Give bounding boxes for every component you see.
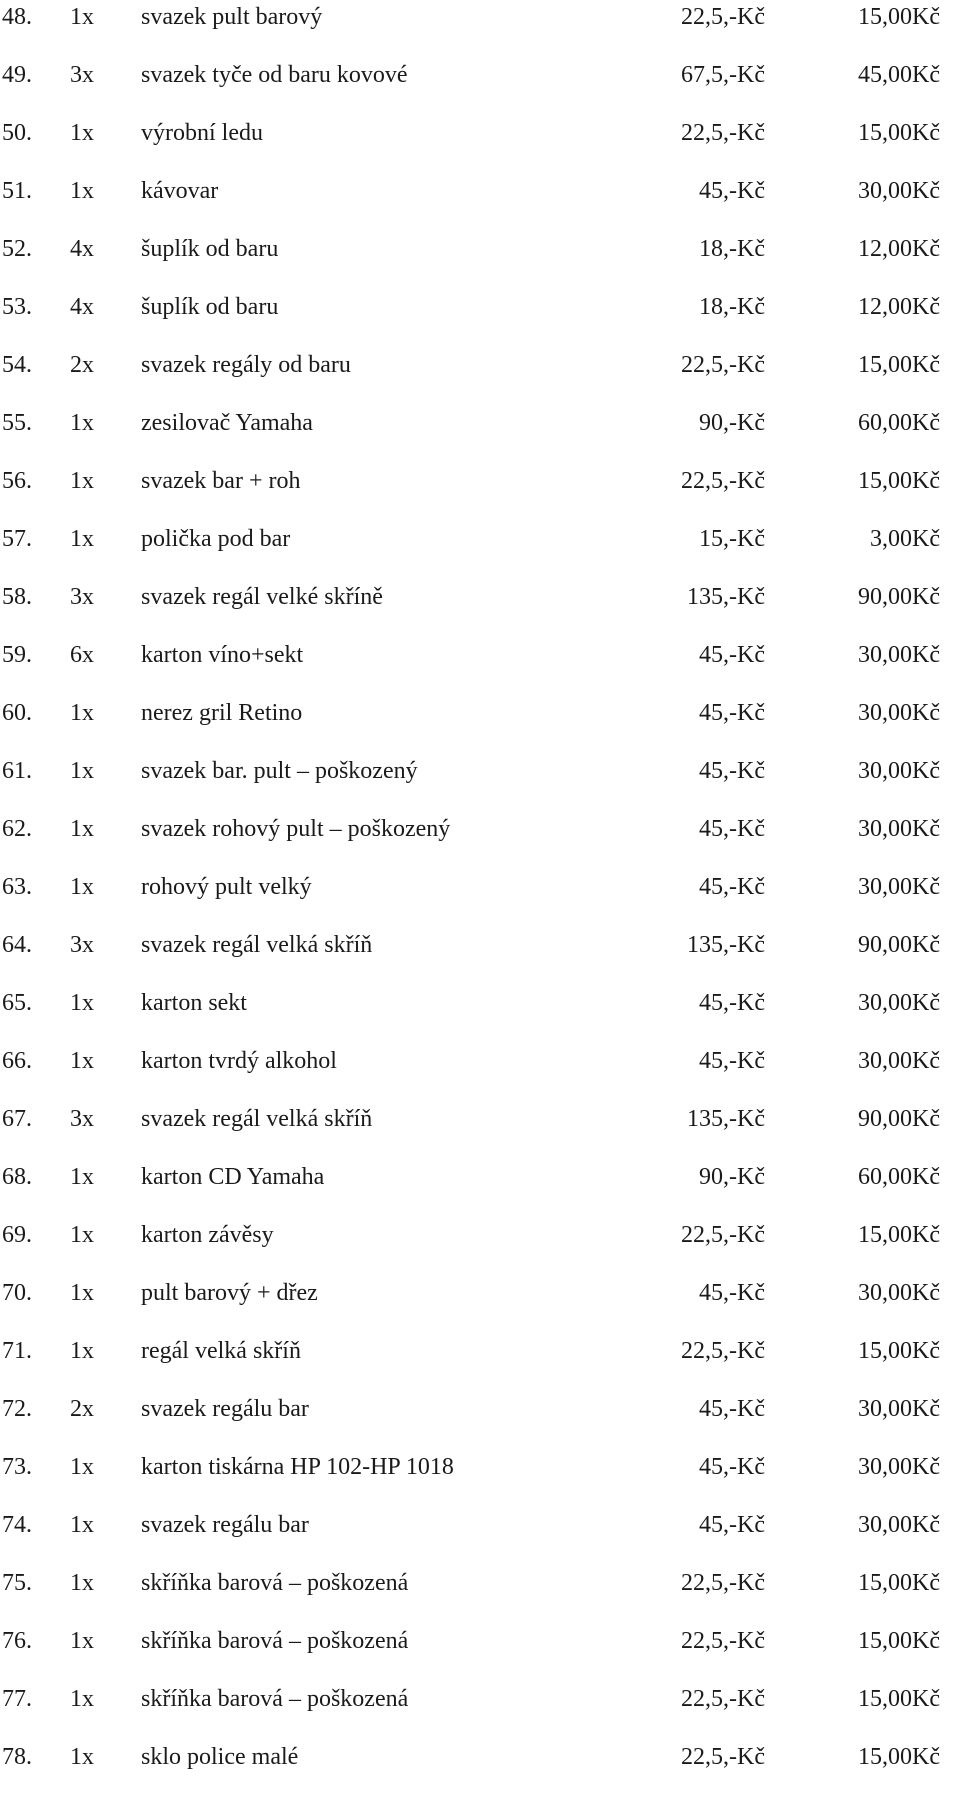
item-value: 30,00Kč xyxy=(858,1048,940,1074)
item-number: 76. xyxy=(2,1628,32,1654)
item-price: 22,5,-Kč xyxy=(681,4,765,30)
item-value: 15,00Kč xyxy=(858,4,940,30)
item-price: 45,-Kč xyxy=(699,178,765,204)
item-description: pult barový + dřez xyxy=(141,1280,318,1306)
item-quantity: 1x xyxy=(70,874,94,900)
list-item xyxy=(0,220,960,278)
list-item xyxy=(0,0,960,46)
item-price: 15,-Kč xyxy=(699,526,765,552)
item-number: 63. xyxy=(2,874,32,900)
item-price: 18,-Kč xyxy=(699,294,765,320)
item-value: 30,00Kč xyxy=(858,1280,940,1306)
list-item xyxy=(0,568,960,626)
item-number: 64. xyxy=(2,932,32,958)
item-price: 45,-Kč xyxy=(699,758,765,784)
item-number: 73. xyxy=(2,1454,32,1480)
item-quantity: 1x xyxy=(70,990,94,1016)
item-quantity: 1x xyxy=(70,1338,94,1364)
item-value: 3,00Kč xyxy=(870,526,940,552)
item-number: 69. xyxy=(2,1222,32,1248)
item-number: 67. xyxy=(2,1106,32,1132)
list-item xyxy=(0,510,960,568)
item-value: 15,00Kč xyxy=(858,352,940,378)
item-description: regál velká skříň xyxy=(141,1338,301,1364)
list-item xyxy=(0,1670,960,1728)
item-description: šuplík od baru xyxy=(141,294,279,320)
item-price: 22,5,-Kč xyxy=(681,120,765,146)
list-item xyxy=(0,858,960,916)
item-number: 57. xyxy=(2,526,32,552)
item-value: 30,00Kč xyxy=(858,1454,940,1480)
item-quantity: 1x xyxy=(70,1628,94,1654)
item-price: 22,5,-Kč xyxy=(681,468,765,494)
item-quantity: 3x xyxy=(70,932,94,958)
item-price: 22,5,-Kč xyxy=(681,1338,765,1364)
item-description: výrobní ledu xyxy=(141,120,263,146)
list-item xyxy=(0,1032,960,1090)
item-value: 60,00Kč xyxy=(858,1164,940,1190)
item-value: 15,00Kč xyxy=(858,1222,940,1248)
item-value: 15,00Kč xyxy=(858,1570,940,1596)
item-value: 30,00Kč xyxy=(858,990,940,1016)
item-number: 71. xyxy=(2,1338,32,1364)
list-item xyxy=(0,452,960,510)
item-quantity: 1x xyxy=(70,1280,94,1306)
item-value: 90,00Kč xyxy=(858,1106,940,1132)
item-quantity: 1x xyxy=(70,178,94,204)
item-price: 45,-Kč xyxy=(699,874,765,900)
item-description: skříňka barová – poškozená xyxy=(141,1686,409,1712)
item-quantity: 4x xyxy=(70,236,94,262)
list-item xyxy=(0,626,960,684)
item-description: šuplík od baru xyxy=(141,236,279,262)
item-number: 58. xyxy=(2,584,32,610)
list-item xyxy=(0,1264,960,1322)
item-quantity: 1x xyxy=(70,758,94,784)
item-number: 49. xyxy=(2,62,32,88)
item-description: kávovar xyxy=(141,178,219,204)
list-item xyxy=(0,46,960,104)
item-value: 30,00Kč xyxy=(858,1512,940,1538)
item-description: nerez gril Retino xyxy=(141,700,303,726)
item-value: 30,00Kč xyxy=(858,700,940,726)
item-number: 75. xyxy=(2,1570,32,1596)
item-number: 70. xyxy=(2,1280,32,1306)
item-number: 62. xyxy=(2,816,32,842)
item-quantity: 2x xyxy=(70,1396,94,1422)
item-value: 12,00Kč xyxy=(858,236,940,262)
item-quantity: 1x xyxy=(70,526,94,552)
item-number: 56. xyxy=(2,468,32,494)
item-price: 45,-Kč xyxy=(699,990,765,1016)
item-quantity: 1x xyxy=(70,468,94,494)
item-value: 90,00Kč xyxy=(858,584,940,610)
item-value: 15,00Kč xyxy=(858,1744,940,1770)
item-description: svazek regálu bar xyxy=(141,1512,309,1538)
item-quantity: 1x xyxy=(70,816,94,842)
item-price: 45,-Kč xyxy=(699,816,765,842)
item-quantity: 6x xyxy=(70,642,94,668)
item-price: 45,-Kč xyxy=(699,1512,765,1538)
item-number: 78. xyxy=(2,1744,32,1770)
item-quantity: 1x xyxy=(70,1744,94,1770)
item-price: 135,-Kč xyxy=(687,1106,765,1132)
item-quantity: 2x xyxy=(70,352,94,378)
item-description: zesilovač Yamaha xyxy=(141,410,313,436)
item-value: 30,00Kč xyxy=(858,1396,940,1422)
item-value: 15,00Kč xyxy=(858,1686,940,1712)
item-price: 45,-Kč xyxy=(699,1454,765,1480)
item-number: 55. xyxy=(2,410,32,436)
item-value: 30,00Kč xyxy=(858,642,940,668)
item-description: karton tiskárna HP 102-HP 1018 xyxy=(141,1454,454,1480)
item-description: karton sekt xyxy=(141,990,247,1016)
item-description: svazek regálu bar xyxy=(141,1396,309,1422)
item-quantity: 1x xyxy=(70,1454,94,1480)
item-quantity: 1x xyxy=(70,1686,94,1712)
item-quantity: 1x xyxy=(70,410,94,436)
list-item xyxy=(0,336,960,394)
item-number: 72. xyxy=(2,1396,32,1422)
list-item xyxy=(0,1322,960,1380)
item-value: 15,00Kč xyxy=(858,1628,940,1654)
list-item xyxy=(0,394,960,452)
item-description: polička pod bar xyxy=(141,526,291,552)
list-item xyxy=(0,800,960,858)
list-item xyxy=(0,104,960,162)
list-item xyxy=(0,1554,960,1612)
item-description: svazek regál velká skříň xyxy=(141,1106,373,1132)
item-quantity: 3x xyxy=(70,62,94,88)
item-quantity: 1x xyxy=(70,700,94,726)
list-item xyxy=(0,162,960,220)
item-description: karton závěsy xyxy=(141,1222,274,1248)
item-description: svazek bar + roh xyxy=(141,468,301,494)
item-price: 67,5,-Kč xyxy=(681,62,765,88)
item-price: 22,5,-Kč xyxy=(681,1744,765,1770)
item-price: 45,-Kč xyxy=(699,1396,765,1422)
item-value: 12,00Kč xyxy=(858,294,940,320)
list-item xyxy=(0,1612,960,1670)
item-number: 60. xyxy=(2,700,32,726)
item-number: 77. xyxy=(2,1686,32,1712)
item-price: 45,-Kč xyxy=(699,1280,765,1306)
item-description: svazek bar. pult – poškozený xyxy=(141,758,418,784)
item-value: 30,00Kč xyxy=(858,816,940,842)
item-value: 45,00Kč xyxy=(858,62,940,88)
item-price: 135,-Kč xyxy=(687,584,765,610)
item-number: 54. xyxy=(2,352,32,378)
item-description: rohový pult velký xyxy=(141,874,312,900)
item-price: 45,-Kč xyxy=(699,642,765,668)
item-number: 51. xyxy=(2,178,32,204)
item-description: svazek tyče od baru kovové xyxy=(141,62,408,88)
item-value: 30,00Kč xyxy=(858,178,940,204)
item-description: sklo police malé xyxy=(141,1744,299,1770)
list-item xyxy=(0,684,960,742)
list-item xyxy=(0,974,960,1032)
item-description: karton tvrdý alkohol xyxy=(141,1048,337,1074)
item-description: skříňka barová – poškozená xyxy=(141,1628,409,1654)
item-number: 50. xyxy=(2,120,32,146)
item-value: 15,00Kč xyxy=(858,1338,940,1364)
item-quantity: 3x xyxy=(70,1106,94,1132)
item-description: karton CD Yamaha xyxy=(141,1164,325,1190)
item-value: 30,00Kč xyxy=(858,874,940,900)
list-item xyxy=(0,1438,960,1496)
item-price: 90,-Kč xyxy=(699,410,765,436)
item-value: 60,00Kč xyxy=(858,410,940,436)
item-quantity: 3x xyxy=(70,584,94,610)
item-number: 68. xyxy=(2,1164,32,1190)
item-price: 22,5,-Kč xyxy=(681,1222,765,1248)
item-number: 52. xyxy=(2,236,32,262)
item-quantity: 1x xyxy=(70,4,94,30)
list-item xyxy=(0,742,960,800)
list-item xyxy=(0,1496,960,1554)
item-price: 135,-Kč xyxy=(687,932,765,958)
item-price: 22,5,-Kč xyxy=(681,1628,765,1654)
item-quantity: 1x xyxy=(70,1512,94,1538)
item-price: 45,-Kč xyxy=(699,1048,765,1074)
item-description: svazek rohový pult – poškozený xyxy=(141,816,451,842)
item-number: 59. xyxy=(2,642,32,668)
item-price: 90,-Kč xyxy=(699,1164,765,1190)
item-quantity: 1x xyxy=(70,1164,94,1190)
list-item xyxy=(0,1206,960,1264)
list-item xyxy=(0,1148,960,1206)
item-quantity: 1x xyxy=(70,1048,94,1074)
item-price: 22,5,-Kč xyxy=(681,352,765,378)
item-number: 74. xyxy=(2,1512,32,1538)
list-item xyxy=(0,1380,960,1438)
item-price: 22,5,-Kč xyxy=(681,1570,765,1596)
list-item xyxy=(0,1090,960,1148)
item-quantity: 1x xyxy=(70,120,94,146)
item-description: svazek regál velká skříň xyxy=(141,932,373,958)
item-quantity: 1x xyxy=(70,1570,94,1596)
item-value: 15,00Kč xyxy=(858,468,940,494)
item-description: svazek pult barový xyxy=(141,4,323,30)
item-number: 61. xyxy=(2,758,32,784)
item-value: 90,00Kč xyxy=(858,932,940,958)
list-item xyxy=(0,278,960,336)
item-number: 48. xyxy=(2,4,32,30)
item-number: 66. xyxy=(2,1048,32,1074)
item-number: 53. xyxy=(2,294,32,320)
item-quantity: 1x xyxy=(70,1222,94,1248)
item-number: 65. xyxy=(2,990,32,1016)
item-description: svazek regály od baru xyxy=(141,352,351,378)
item-description: svazek regál velké skříně xyxy=(141,584,383,610)
item-value: 30,00Kč xyxy=(858,758,940,784)
item-price: 45,-Kč xyxy=(699,700,765,726)
item-value: 15,00Kč xyxy=(858,120,940,146)
item-price: 22,5,-Kč xyxy=(681,1686,765,1712)
list-item xyxy=(0,1728,960,1786)
item-description: karton víno+sekt xyxy=(141,642,304,668)
item-quantity: 4x xyxy=(70,294,94,320)
item-description: skříňka barová – poškozená xyxy=(141,1570,409,1596)
list-item xyxy=(0,916,960,974)
item-price: 18,-Kč xyxy=(699,236,765,262)
